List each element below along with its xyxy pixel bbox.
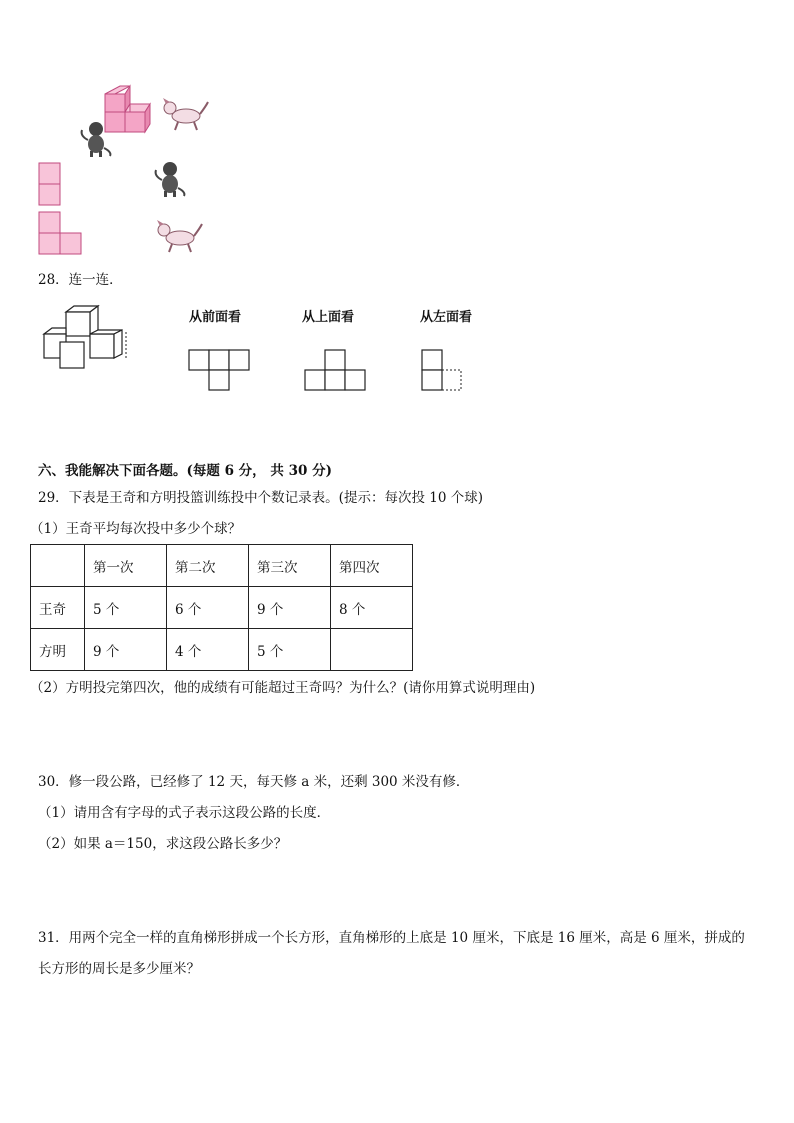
monkey-icon (78, 120, 118, 158)
q31-line1: 31．用两个完全一样的直角梯形拼成一个长方形，直角梯形的上底是 10 厘米，下底是 16 厘米，高是 6 厘米，拼成的 (38, 930, 745, 946)
table-row (31, 629, 413, 671)
view-shape-inverted-t (304, 349, 368, 393)
q29-part2: （2）方明投完第四次，他的成绩有可能超过王奇吗？为什么？(请你用算式说明理由) (30, 680, 536, 696)
view-vertical-squares (38, 162, 62, 206)
table-cell (31, 545, 85, 587)
q29-part1: （1）王奇平均每次投中多少个球？ (30, 521, 242, 537)
table-header-row (31, 545, 413, 587)
view-label-top: 从上面看 (302, 310, 355, 325)
table-row-label: 方明 (31, 629, 85, 671)
monkey-icon (152, 160, 192, 198)
table-cell: 5 个 (249, 629, 331, 671)
dog-icon (158, 96, 210, 134)
dog-icon (152, 218, 204, 256)
table-cell: 9 个 (85, 629, 167, 671)
q29-title: 29．下表是王奇和方明投篮训练投中个数记录表。(提示：每次投 10 个球) (38, 490, 483, 506)
view-shape-t (188, 349, 252, 393)
table-cell: 6 个 (167, 587, 249, 629)
table-header-cell: 第二次 (167, 545, 249, 587)
table-row (31, 587, 413, 629)
q29-record-table (30, 544, 413, 671)
view-label-front: 从前面看 (189, 310, 242, 325)
table-header-cell: 第一次 (85, 545, 167, 587)
q31-line2: 长方形的周长是多少厘米？ (38, 961, 200, 977)
view-label-left: 从左面看 (420, 310, 473, 325)
table-header-cell: 第四次 (331, 545, 413, 587)
section6-heading: 六、我能解决下面各题。(每题 6 分， 共 30 分) (38, 463, 332, 479)
table-row-label: 王奇 (31, 587, 85, 629)
q30-title: 30．修一段公路，已经修了 12 天，每天修 a 米，还剩 300 米没有修． (38, 774, 470, 790)
q28-cube-figure (42, 304, 134, 372)
q28-title: 28．连一连． (38, 272, 123, 288)
q30-part1: （1）请用含有字母的式子表示这段公路的长度． (38, 805, 331, 821)
table-header-cell: 第三次 (249, 545, 331, 587)
table-cell (331, 629, 413, 671)
view-shape-l (421, 349, 465, 393)
view-l-shape (38, 211, 84, 255)
table-cell: 9 个 (249, 587, 331, 629)
table-cell: 5 个 (85, 587, 167, 629)
q30-part2: （2）如果 a＝150，求这段公路长多少？ (38, 836, 288, 852)
table-cell: 8 个 (331, 587, 413, 629)
table-cell: 4 个 (167, 629, 249, 671)
